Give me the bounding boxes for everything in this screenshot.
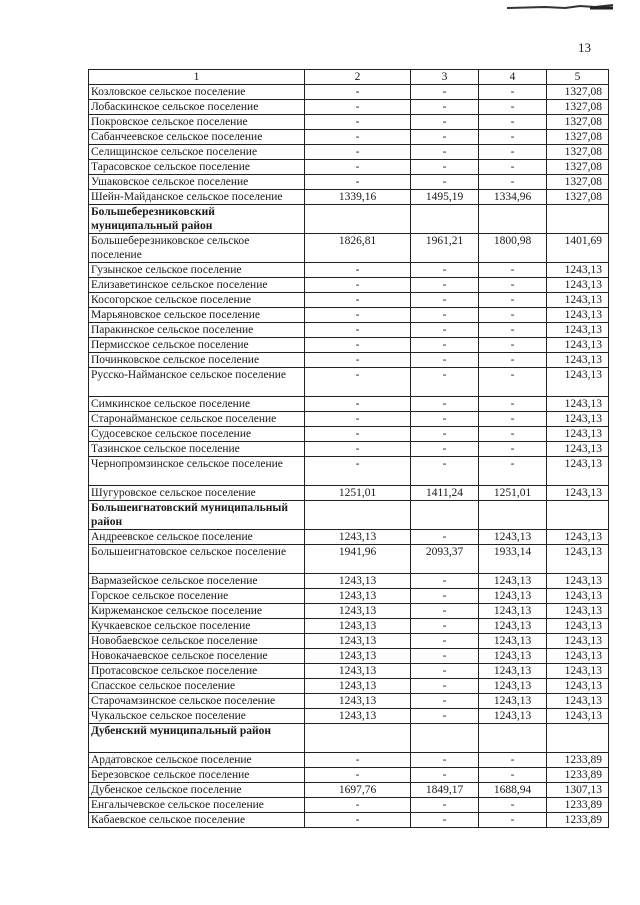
name-cell: Дубенский муниципальный район — [89, 724, 305, 753]
name-cell: Кабаевское сельское поселение — [89, 813, 305, 828]
table-row — [89, 190, 609, 205]
name-cell: Чукальское сельское поселение — [89, 709, 305, 724]
value-cell: - — [411, 798, 479, 813]
value-cell: - — [305, 130, 411, 145]
table-row — [89, 278, 609, 293]
value-cell: 1243,13 — [547, 442, 609, 457]
value-cell: - — [305, 768, 411, 783]
name-cell: Ушаковское сельское поселение — [89, 175, 305, 190]
value-cell: - — [411, 694, 479, 709]
table-row — [89, 604, 609, 619]
value-cell: 1243,13 — [305, 530, 411, 545]
value-cell — [411, 724, 479, 753]
district-row — [89, 205, 609, 234]
table-row — [89, 589, 609, 604]
header-cell: 2 — [305, 70, 411, 85]
name-cell: Енгалычевское сельское поселение — [89, 798, 305, 813]
value-cell: - — [411, 664, 479, 679]
value-cell — [479, 205, 547, 234]
name-cell: Шейн-Майданское сельское поселение — [89, 190, 305, 205]
value-cell: 1243,13 — [547, 574, 609, 589]
value-cell: 1243,13 — [479, 664, 547, 679]
value-cell: - — [479, 293, 547, 308]
value-cell: - — [411, 160, 479, 175]
value-cell: 1251,01 — [305, 486, 411, 501]
table-row — [89, 530, 609, 545]
value-cell: - — [479, 427, 547, 442]
value-cell: 1327,08 — [547, 190, 609, 205]
value-cell: - — [305, 145, 411, 160]
district-row — [89, 724, 609, 753]
value-cell: - — [411, 353, 479, 368]
value-cell: - — [479, 308, 547, 323]
table-row — [89, 85, 609, 100]
value-cell: 1243,13 — [547, 457, 609, 486]
value-cell: 1243,13 — [547, 694, 609, 709]
value-cell: - — [411, 278, 479, 293]
value-cell: 1243,13 — [479, 530, 547, 545]
value-cell: - — [479, 353, 547, 368]
name-cell: Тазинское сельское поселение — [89, 442, 305, 457]
table-row — [89, 457, 609, 486]
value-cell: 1243,13 — [547, 263, 609, 278]
name-cell: Старонайманское сельское поселение — [89, 412, 305, 427]
name-cell: Кучкаевское сельское поселение — [89, 619, 305, 634]
value-cell: 1243,13 — [305, 694, 411, 709]
table-row — [89, 664, 609, 679]
value-cell: - — [411, 457, 479, 486]
value-cell: - — [411, 85, 479, 100]
value-cell: - — [411, 589, 479, 604]
header-cell: 5 — [547, 70, 609, 85]
name-cell: Старочамзинское сельское поселение — [89, 694, 305, 709]
value-cell: 1243,13 — [547, 338, 609, 353]
table-header-row — [89, 70, 609, 85]
value-cell: - — [305, 175, 411, 190]
value-cell — [305, 501, 411, 530]
value-cell: 1243,13 — [305, 664, 411, 679]
value-cell: 1233,89 — [547, 768, 609, 783]
value-cell — [547, 724, 609, 753]
value-cell: 1961,21 — [411, 234, 479, 263]
value-cell: - — [305, 798, 411, 813]
name-cell: Спасское сельское поселение — [89, 679, 305, 694]
name-cell: Большеигнатовское сельское поселение — [89, 545, 305, 574]
value-cell: 1339,16 — [305, 190, 411, 205]
name-cell: Киржеманское сельское поселение — [89, 604, 305, 619]
value-cell: - — [479, 798, 547, 813]
value-cell: 1307,13 — [547, 783, 609, 798]
value-cell: - — [411, 768, 479, 783]
value-cell: - — [305, 338, 411, 353]
value-cell: 1327,08 — [547, 175, 609, 190]
value-cell: 1243,13 — [305, 649, 411, 664]
value-cell: 1233,89 — [547, 813, 609, 828]
data-table — [88, 69, 609, 828]
value-cell: 1243,13 — [547, 679, 609, 694]
value-cell: 1243,13 — [479, 604, 547, 619]
value-cell: 1849,17 — [411, 783, 479, 798]
value-cell: 1243,13 — [547, 308, 609, 323]
value-cell: - — [305, 397, 411, 412]
value-cell: 1327,08 — [547, 100, 609, 115]
value-cell: 1941,96 — [305, 545, 411, 574]
name-cell: Гузынское сельское поселение — [89, 263, 305, 278]
value-cell: - — [411, 293, 479, 308]
value-cell: 1243,13 — [547, 589, 609, 604]
table-row — [89, 679, 609, 694]
name-cell: Большеберезниковский муниципальный район — [89, 205, 305, 234]
value-cell: - — [411, 263, 479, 278]
table-row — [89, 486, 609, 501]
value-cell — [305, 205, 411, 234]
value-cell: 1243,13 — [547, 278, 609, 293]
value-cell: - — [305, 263, 411, 278]
value-cell: 1233,89 — [547, 753, 609, 768]
table-row — [89, 768, 609, 783]
value-cell: - — [305, 753, 411, 768]
value-cell: 1243,13 — [479, 589, 547, 604]
name-cell: Косогорское сельское поселение — [89, 293, 305, 308]
value-cell: - — [479, 278, 547, 293]
value-cell: 1688,94 — [479, 783, 547, 798]
value-cell: 1243,13 — [547, 293, 609, 308]
value-cell: - — [305, 100, 411, 115]
value-cell: - — [305, 457, 411, 486]
table-row — [89, 308, 609, 323]
value-cell: 1243,13 — [547, 486, 609, 501]
name-cell: Ардатовское сельское поселение — [89, 753, 305, 768]
name-cell: Русско-Найманское сельское поселение — [89, 368, 305, 397]
value-cell: - — [479, 753, 547, 768]
table-row — [89, 368, 609, 397]
value-cell: 1495,19 — [411, 190, 479, 205]
table-row — [89, 783, 609, 798]
value-cell: - — [479, 100, 547, 115]
name-cell: Горское сельское поселение — [89, 589, 305, 604]
header-cell: 4 — [479, 70, 547, 85]
value-cell: 1243,13 — [305, 619, 411, 634]
value-cell: - — [305, 412, 411, 427]
table-row — [89, 234, 609, 263]
value-cell: 1243,13 — [479, 679, 547, 694]
table-row — [89, 175, 609, 190]
value-cell: - — [479, 323, 547, 338]
table-row — [89, 397, 609, 412]
name-cell: Новокачаевское сельское поселение — [89, 649, 305, 664]
value-cell: 1826,81 — [305, 234, 411, 263]
name-cell: Симкинское сельское поселение — [89, 397, 305, 412]
value-cell: 1327,08 — [547, 115, 609, 130]
value-cell: - — [479, 397, 547, 412]
value-cell: - — [411, 813, 479, 828]
value-cell: 1251,01 — [479, 486, 547, 501]
table-row — [89, 353, 609, 368]
value-cell: - — [305, 278, 411, 293]
name-cell: Дубенское сельское поселение — [89, 783, 305, 798]
table-row — [89, 649, 609, 664]
value-cell: - — [411, 649, 479, 664]
value-cell: - — [411, 679, 479, 694]
name-cell: Большеберезниковское сельское поселение — [89, 234, 305, 263]
value-cell: - — [411, 753, 479, 768]
value-cell: 1243,13 — [547, 545, 609, 574]
table-row — [89, 798, 609, 813]
value-cell: - — [411, 338, 479, 353]
value-cell: 1327,08 — [547, 160, 609, 175]
name-cell: Тарасовское сельское поселение — [89, 160, 305, 175]
value-cell: 1243,13 — [479, 574, 547, 589]
value-cell — [479, 501, 547, 530]
value-cell: 1243,13 — [479, 694, 547, 709]
value-cell: 1243,13 — [547, 323, 609, 338]
value-cell: 1243,13 — [479, 619, 547, 634]
value-cell: 1327,08 — [547, 130, 609, 145]
header-cell: 3 — [411, 70, 479, 85]
value-cell — [547, 205, 609, 234]
value-cell: 1243,13 — [547, 619, 609, 634]
value-cell: 1327,08 — [547, 85, 609, 100]
name-cell: Протасовское сельское поселение — [89, 664, 305, 679]
value-cell: 1243,13 — [547, 634, 609, 649]
value-cell: - — [411, 397, 479, 412]
name-cell: Судосевское сельское поселение — [89, 427, 305, 442]
value-cell: 1243,13 — [547, 368, 609, 397]
value-cell: - — [479, 175, 547, 190]
value-cell: 1697,76 — [305, 783, 411, 798]
value-cell: - — [411, 130, 479, 145]
value-cell: 1243,13 — [547, 530, 609, 545]
value-cell: - — [479, 457, 547, 486]
value-cell: 1243,13 — [479, 634, 547, 649]
value-cell — [305, 724, 411, 753]
value-cell: 1243,13 — [547, 397, 609, 412]
value-cell: - — [305, 160, 411, 175]
table-row — [89, 694, 609, 709]
table-row — [89, 338, 609, 353]
value-cell: - — [479, 85, 547, 100]
value-cell: 1243,13 — [547, 427, 609, 442]
table-row — [89, 323, 609, 338]
value-cell: - — [479, 115, 547, 130]
value-cell: - — [411, 100, 479, 115]
name-cell: Березовское сельское поселение — [89, 768, 305, 783]
value-cell: - — [411, 427, 479, 442]
value-cell: - — [305, 442, 411, 457]
value-cell: 1243,13 — [547, 664, 609, 679]
value-cell: 1243,13 — [305, 589, 411, 604]
table-row — [89, 293, 609, 308]
name-cell: Вармазейское сельское поселение — [89, 574, 305, 589]
value-cell: - — [479, 442, 547, 457]
value-cell — [411, 501, 479, 530]
value-cell: - — [411, 619, 479, 634]
value-cell: - — [411, 634, 479, 649]
value-cell: 1243,13 — [547, 353, 609, 368]
table-row — [89, 574, 609, 589]
table-row — [89, 545, 609, 574]
value-cell: 1327,08 — [547, 145, 609, 160]
header-cell: 1 — [89, 70, 305, 85]
table-row — [89, 427, 609, 442]
value-cell: 1243,13 — [305, 679, 411, 694]
name-cell: Новобаевское сельское поселение — [89, 634, 305, 649]
table-row — [89, 619, 609, 634]
value-cell: 1233,89 — [547, 798, 609, 813]
value-cell: - — [411, 709, 479, 724]
table-row — [89, 100, 609, 115]
table-row — [89, 145, 609, 160]
value-cell: - — [411, 115, 479, 130]
name-cell: Селищинское сельское поселение — [89, 145, 305, 160]
value-cell: 1401,69 — [547, 234, 609, 263]
value-cell: 1243,13 — [305, 634, 411, 649]
value-cell: - — [479, 160, 547, 175]
page-number: 13 — [578, 40, 591, 55]
table-row — [89, 263, 609, 278]
value-cell: - — [479, 130, 547, 145]
value-cell: - — [479, 145, 547, 160]
name-cell: Козловское сельское поселение — [89, 85, 305, 100]
value-cell: - — [305, 368, 411, 397]
name-cell: Елизаветинское сельское поселение — [89, 278, 305, 293]
table-row — [89, 753, 609, 768]
name-cell: Паракинское сельское поселение — [89, 323, 305, 338]
value-cell: - — [411, 308, 479, 323]
value-cell: - — [479, 813, 547, 828]
value-cell: - — [305, 353, 411, 368]
value-cell: - — [411, 604, 479, 619]
value-cell: - — [479, 768, 547, 783]
value-cell: - — [411, 368, 479, 397]
value-cell: 1800,98 — [479, 234, 547, 263]
value-cell: - — [411, 574, 479, 589]
value-cell: - — [479, 412, 547, 427]
value-cell: - — [411, 323, 479, 338]
table-row — [89, 634, 609, 649]
value-cell: 1243,13 — [305, 709, 411, 724]
value-cell: 1411,24 — [411, 486, 479, 501]
name-cell: Починковское сельское поселение — [89, 353, 305, 368]
table-row — [89, 442, 609, 457]
name-cell: Лобаскинское сельское поселение — [89, 100, 305, 115]
name-cell: Андреевское сельское поселение — [89, 530, 305, 545]
value-cell: 1243,13 — [547, 604, 609, 619]
name-cell: Шугуровское сельское поселение — [89, 486, 305, 501]
table-row — [89, 813, 609, 828]
name-cell: Большеигнатовский муниципальный район — [89, 501, 305, 530]
value-cell: - — [305, 427, 411, 442]
value-cell: 1334,96 — [479, 190, 547, 205]
value-cell: - — [305, 85, 411, 100]
name-cell: Покровское сельское поселение — [89, 115, 305, 130]
value-cell: - — [411, 175, 479, 190]
value-cell — [411, 205, 479, 234]
table-row — [89, 709, 609, 724]
value-cell — [547, 501, 609, 530]
value-cell: - — [411, 145, 479, 160]
table-row — [89, 160, 609, 175]
value-cell: 1933,14 — [479, 545, 547, 574]
value-cell: - — [305, 308, 411, 323]
value-cell — [479, 724, 547, 753]
value-cell: 1243,13 — [479, 649, 547, 664]
value-cell: 1243,13 — [547, 412, 609, 427]
value-cell: - — [411, 442, 479, 457]
value-cell: - — [479, 338, 547, 353]
name-cell: Марьяновское сельское поселение — [89, 308, 305, 323]
district-row — [89, 501, 609, 530]
value-cell: 1243,13 — [305, 574, 411, 589]
value-cell: - — [305, 323, 411, 338]
value-cell: 1243,13 — [547, 709, 609, 724]
value-cell: - — [411, 530, 479, 545]
value-cell: 1243,13 — [547, 649, 609, 664]
value-cell: - — [479, 368, 547, 397]
scan-artifact-mark — [505, 2, 615, 12]
name-cell: Сабанчеевское сельское поселение — [89, 130, 305, 145]
value-cell: 1243,13 — [305, 604, 411, 619]
table-row — [89, 130, 609, 145]
value-cell: - — [305, 115, 411, 130]
value-cell: 2093,37 — [411, 545, 479, 574]
table-row — [89, 412, 609, 427]
name-cell: Пермисское сельское поселение — [89, 338, 305, 353]
value-cell: - — [479, 263, 547, 278]
table-row — [89, 115, 609, 130]
value-cell: - — [305, 293, 411, 308]
value-cell: 1243,13 — [479, 709, 547, 724]
value-cell: - — [411, 412, 479, 427]
name-cell: Чернопромзинское сельское поселение — [89, 457, 305, 486]
value-cell: - — [305, 813, 411, 828]
